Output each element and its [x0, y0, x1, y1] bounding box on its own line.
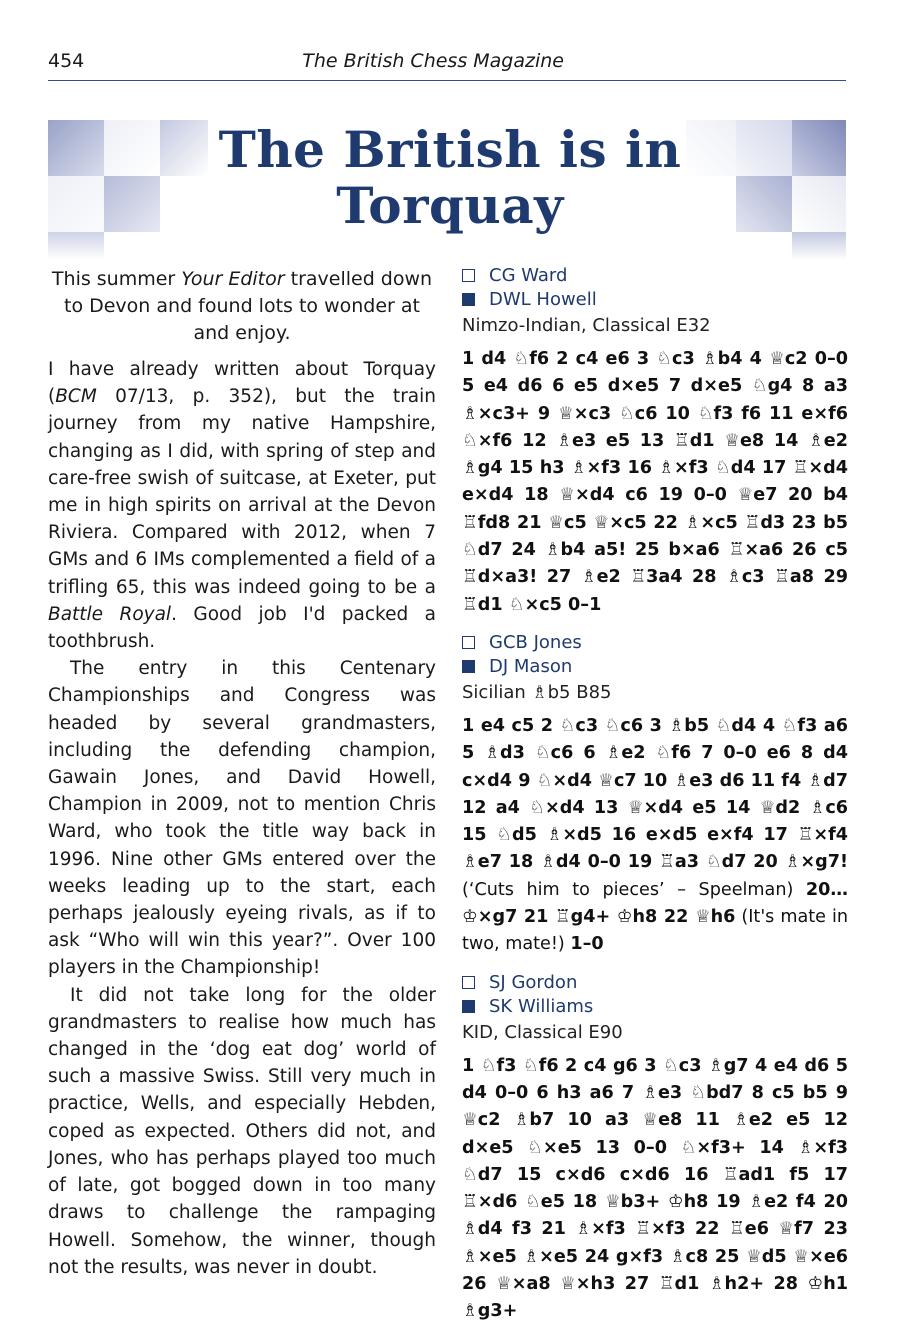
header-rule	[48, 80, 846, 81]
paragraph-3: It did not take long for the older grandmasters to realise how much has changed in the ‘dog eat dog’ world of such a massive Swiss. Still very much in practice, Wells, and especially Hebden, coped as expected. Others did not, and Jones, who has perhaps played too much of late, got bogged down in too many draws to challenge the rampaging Howell. Somehow, the winner, though not the results, was never in doubt.	[48, 984, 436, 1278]
white-player-name: SJ Gordon	[489, 971, 578, 993]
paragraph-2: The entry in this Centenary Championships and Congress was headed by several grandmasters, including the defending champion, Gawain Jones, and David Howell, Champion in 2009, not to mention Chris Ward, who took the title way back in 1996. Nine other GMs entered over the weeks leading up to the start, each perhaps jealously eyeing rivals, as if to ask “Who will win this year?”. Over 100 players in the Championship!	[48, 658, 436, 979]
black-player-name: DJ Mason	[489, 655, 573, 677]
game-moves: 1 d4 ♘f6 2 c4 e6 3 ♘c3 ♗b4 4 ♕c2 0–0 5 e4 d6 6 e5 d×e5 7 d×e5 ♘g4 8 a3 ♗×c3+ 9 ♕×c3 ♘c6 10 ♘f3 f6 11 e×f6 ♘×f6 12 ♗e3 e5 13 ♖d1 ♕e8 14 ♗e2 ♗g4 15 h3 ♗×f3 16 ♗×f3 ♘d4 17 ♖×d4 e×d4 18 ♕×d4 c6 19 0–0 ♕e7 20 b4 ♖fd8 21 ♕c5 ♕×c5 22 ♗×c5 ♖d3 23 b5 ♘d7 24 ♗b4 a5! 25 b×a6 ♖×a6 26 c5 ♖d×a3! 27 ♗e2 ♖3a4 28 ♗c3 ♖a8 29 ♖d1 ♘×c5 0–1	[462, 349, 848, 615]
white-player-name: CG Ward	[489, 265, 568, 286]
page-number: 454	[48, 50, 85, 72]
game-2	[462, 631, 848, 959]
white-player	[462, 971, 848, 995]
moves-part-b: 20…♔×g7 21 ♖g4+ ♔h8 22 ♕h6	[462, 879, 848, 928]
opening-name: Sicilian ♗b5 B85	[462, 681, 612, 703]
title-line-2: Torquay	[336, 176, 564, 235]
p1-emphasis-bcm: BCM	[55, 386, 97, 408]
white-square-icon	[462, 976, 475, 989]
intro-text-b: travelled down to Devon and found lots to wonder at and enjoy.	[64, 268, 433, 344]
white-player-name: GCB Jones	[489, 631, 582, 653]
title-line-1: The British is in	[218, 120, 682, 179]
decorative-squares-left	[48, 120, 208, 260]
intro-text-a: This summer	[51, 268, 182, 290]
running-header: The British Chess Magazine	[302, 50, 564, 72]
black-player-name: DWL Howell	[489, 289, 597, 310]
game-1	[462, 264, 848, 619]
black-square-icon	[462, 660, 475, 673]
decorative-squares-right	[686, 120, 846, 260]
paragraph-1	[48, 356, 436, 655]
black-player	[462, 288, 848, 312]
white-square-icon	[462, 269, 475, 282]
black-player	[462, 655, 848, 679]
p1-emphasis-battle-royal: Battle Royal	[48, 603, 172, 625]
black-square-icon	[462, 293, 475, 306]
white-player	[462, 631, 848, 655]
annotation-a: (‘Cuts him to pieces’ – Speelman)	[462, 879, 806, 900]
opening-name: Nimzo-Indian, Classical E32	[462, 315, 711, 336]
white-player	[462, 264, 848, 288]
white-square-icon	[462, 636, 475, 649]
article-body	[48, 356, 436, 1281]
intro-emphasis: Your Editor	[181, 268, 285, 290]
game-moves: 1 ♘f3 ♘f6 2 c4 g6 3 ♘c3 ♗g7 4 e4 d6 5 d4 0–0 6 h3 a6 7 ♗e3 ♘bd7 8 c5 b5 9 ♕c2 ♗b7 10 a3 ♕e8 11 ♗e2 e5 12 d×e5 ♘×e5 13 0–0 ♘×f3+ 14 ♗×f3 ♘d7 15 c×d6 c×d6 16 ♖ad1 f5 17 ♖×d6 ♘e5 18 ♕b3+ ♔h8 19 ♗e2 f4 20 ♗d4 f3 21 ♗×f3 ♖×f3 22 ♖e6 ♕f7 23 ♗×e5 ♗×e5 24 g×f3 ♗c8 25 ♕d5 ♕×e6 26 ♕×a8 ♕×h3 27 ♖d1 ♗h2+ 28 ♔h1 ♗g3+	[462, 1055, 848, 1322]
annotation-b: (It's mate in two, mate!)	[462, 907, 848, 955]
standfirst	[48, 266, 436, 347]
games-column	[462, 264, 848, 1338]
game-moves	[462, 713, 848, 959]
article-title	[200, 122, 700, 234]
opening-name: KID, Classical E90	[462, 1021, 623, 1043]
black-player	[462, 995, 848, 1019]
moves-part-a: 1 e4 c5 2 ♘c3 ♘c6 3 ♗b5 ♘d4 4 ♘f3 a6 5 ♗d3 ♘c6 6 ♗e2 ♘f6 7 0–0 e6 8 d4 c×d4 9 ♘×d4 ♕c7 10 ♗e3 d6 11 f4 ♗d7 12 a4 ♘×d4 13 ♕×d4 e5 14 ♕d2 ♗c6 15 ♘d5 ♗×d5 16 e×d5 e×f4 17 ♖×f4 ♗e7 18 ♗d4 0–0 19 ♖a3 ♘d7 20 ♗×g7!	[462, 715, 848, 873]
p1-text-b: 07/13, p. 352), but the train journey from my native Hampshire, changing as I did, with spring of step and care-free swish of suitcase, at Exeter, put me in high spirits on arrival at the Devon Riviera. Compared with 2012, when 7 GMs and 6 IMs complemented a field of a trifling 65, this was indeed going to be a	[48, 386, 436, 598]
game-result: 1–0	[570, 934, 604, 955]
game-3	[462, 971, 848, 1326]
p1-text-a: I have already written about Torquay (	[48, 359, 436, 408]
black-player-name: SK Williams	[489, 995, 594, 1017]
p1-text-c: . Good job I'd packed a toothbrush.	[48, 603, 436, 653]
black-square-icon	[462, 1000, 475, 1013]
